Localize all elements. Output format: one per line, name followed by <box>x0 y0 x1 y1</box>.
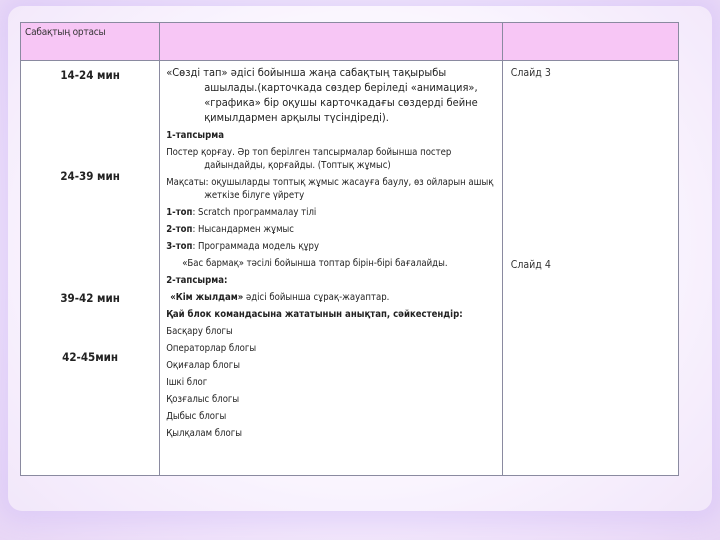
quick-qa-line <box>166 291 498 304</box>
block-list-item: Ішкі блог <box>166 377 208 388</box>
quick-qa-method: «Кім жылдам» <box>170 292 244 303</box>
group-3-label: 3-топ <box>166 241 193 252</box>
block-list-item: Басқару блогы <box>166 326 233 337</box>
group-2-label: 2-топ <box>166 224 193 235</box>
time-label: 42-45мин <box>62 350 119 364</box>
activity-content-cell <box>160 61 503 476</box>
table-row <box>21 61 679 476</box>
block-list-item: Операторлар блогы <box>166 343 257 354</box>
slide-reference: Слайд 4 <box>510 259 551 271</box>
time-column-cell <box>21 61 160 476</box>
group-2-line <box>166 223 498 236</box>
intro-paragraph: «Сөзді тап» әдісі бойынша жаңа сабақтың тақырыбы ашылады.(карточкада сөздер беріледі «анимация», «графика» бір оқушы карточкадағы сөздерді бейне қимылдармен арқылы түсіндіреді). <box>166 66 478 124</box>
resources-column-cell <box>502 61 678 476</box>
table-header-row <box>21 23 679 61</box>
goal-text: Мақсаты: оқушыларды топтық жұмыс жасауға баулу, өз ойларын ашық жеткізе білуге үйрету <box>166 177 494 201</box>
time-label: 24-39 мин <box>60 169 120 183</box>
group-2-text: : Нысандармен жұмыс <box>192 224 294 235</box>
matching-task-title: Қай блок командасына жататынын анықтап, сәйкестендір: <box>166 309 463 320</box>
slide-reference: Слайд 3 <box>510 67 551 79</box>
group-1-label: 1-топ <box>166 207 193 218</box>
block-list-item: Оқиғалар блогы <box>166 360 240 371</box>
group-3-line <box>166 240 498 253</box>
header-cell-empty <box>160 23 503 61</box>
task-1-heading: 1-тапсырма <box>166 130 224 141</box>
group-3-text: : Программада модель құру <box>192 241 320 252</box>
header-cell-section <box>21 23 160 61</box>
group-1-text: : Scratch программалау тілі <box>192 207 317 218</box>
block-list-item: Қозғалыс блогы <box>166 394 240 405</box>
section-title: Сабақтың ортасы <box>25 27 106 38</box>
header-cell-empty <box>502 23 678 61</box>
poster-task-text: Постер қорғау. Әр топ берілген тапсырмалар бойынша постер дайындайды, қорғайды. (Топтық жұмыс) <box>166 147 452 171</box>
assessment-text: «Бас бармақ» тәсілі бойынша топтар бірін-бірі бағалайды. <box>182 258 448 269</box>
block-list-item: Дыбыс блогы <box>166 411 227 422</box>
time-label: 39-42 мин <box>60 291 120 305</box>
group-1-line <box>166 206 498 219</box>
task-2-heading: 2-тапсырма: <box>166 275 228 286</box>
block-list-item: Қылқалам блогы <box>166 428 242 439</box>
time-label: 14-24 мин <box>60 68 120 82</box>
lesson-plan-table <box>20 22 679 476</box>
quick-qa-text: әдісі бойынша сұрақ-жауаптар. <box>243 292 390 303</box>
